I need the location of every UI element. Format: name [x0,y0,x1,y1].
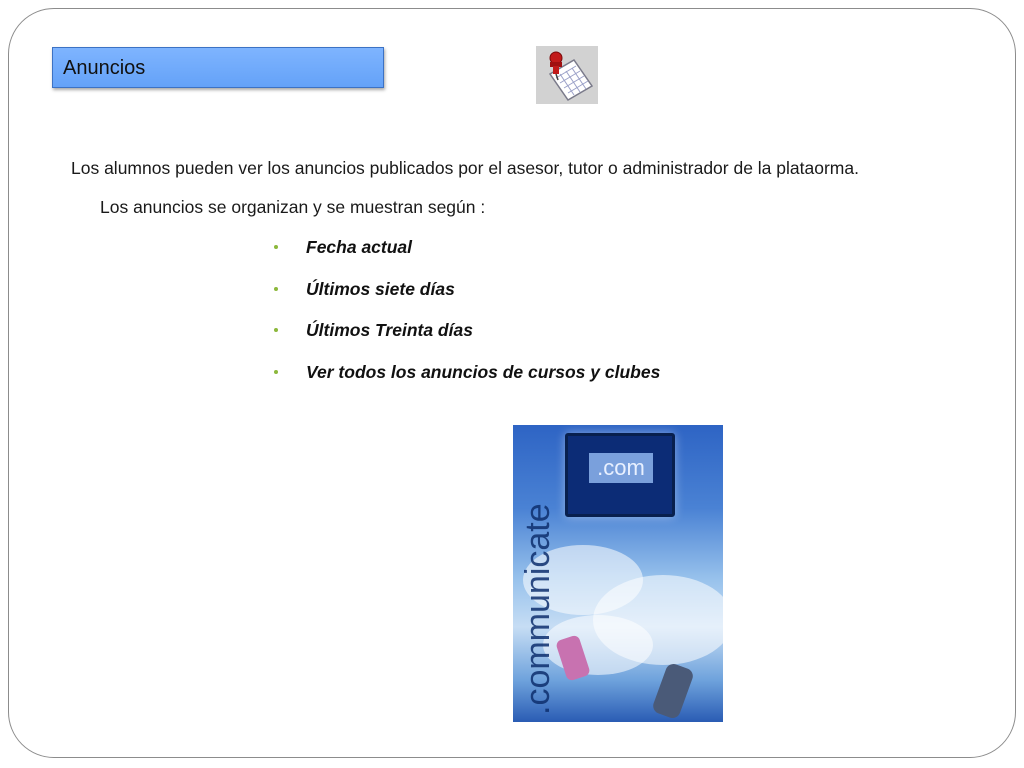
list-item [274,319,660,361]
list-item [274,278,660,320]
list-item [274,361,660,403]
organize-text: Los anuncios se organizan y se muestran según : [100,197,486,217]
communicate-photo [513,425,723,722]
list-item-label: Últimos Treinta días [306,320,473,340]
announcement-icon-graphic [536,46,598,104]
bullet-icon [274,370,278,374]
list-item-label: Fecha actual [306,237,413,257]
bullet-icon [274,245,278,249]
gray-phone-graphic [651,662,695,720]
dotcom-label: .com [589,453,653,483]
intro-text: Los alumnos pueden ver los anuncios publicados por el asesor, tutor o administrador de la plataorma. [71,158,859,178]
list-item-label: Ver todos los anuncios de cursos y clubes [306,361,661,382]
announcement-icon [536,46,598,104]
slide-title: Anuncios [52,47,384,88]
bullet-icon [274,287,278,291]
list-item [274,236,660,278]
list-item-label: Últimos siete días [306,278,455,299]
bullet-icon [274,328,278,332]
communicate-label: .communicate [519,503,557,715]
bullet-list [274,236,660,402]
